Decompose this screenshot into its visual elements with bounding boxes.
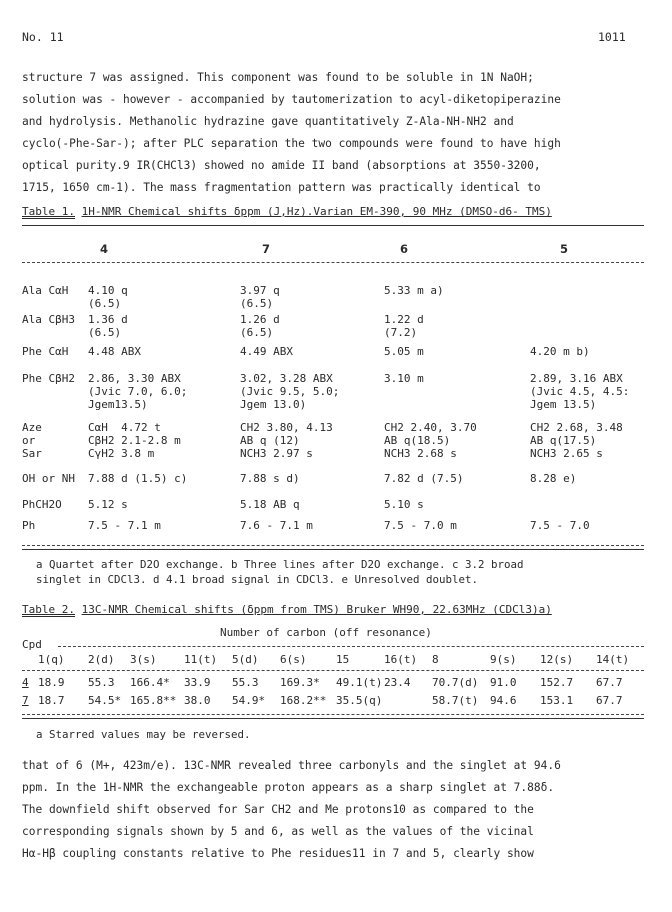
table2-bottom-rule2 [22,718,644,719]
table2-group-rule [58,646,644,647]
table2-col-header: 5(d) [232,653,259,666]
table2-cell: 55.3 [232,676,259,689]
table1-cell: 4.48 ABX [88,345,141,358]
table1-col-header: 7 [262,242,271,256]
table1-cell: 3.02, 3.28 ABX [240,372,333,385]
table1-bottom-rule [22,545,644,546]
table1-cell: (Jvic 7.0, 6.0; [88,385,188,398]
page-number: 1011 [598,30,626,44]
table1-title: 1H-NMR Chemical shifts δppm (J,Hz).Varian EM-390, 90 MHz (DMSO-d6- TMS) [81,205,552,218]
table1-footnote-2: singlet in CDCl3. d 4.1 broad signal in CDCl3. e Unresolved doublet. [36,573,479,586]
table1-row-label: Phe CβH2 [22,372,75,385]
table1-caption [22,205,552,218]
table1-cell: (Jvic 4.5, 4.5: [530,385,630,398]
table1-cell: AB q (12) [240,434,300,447]
table1-cell: (6.5) [88,297,122,310]
table2-cpd: 4 [22,676,29,689]
intro-line: optical purity.9 IR(CHCl3) showed no amide II band (absorptions at 3550-3200, [22,159,541,172]
journal-number: No. 11 [22,30,64,44]
table1-cell: (6.5) [88,326,122,339]
table1-top-rule [22,225,644,226]
intro-line: 1715, 1650 cm-1). The mass fragmentation pattern was practically identical to [22,181,541,194]
table1-cell: 1.36 d [88,313,128,326]
table1-cell: 7.82 d (7.5) [384,472,464,485]
table1-cell: 5.05 m [384,345,424,358]
table1-label: Table 1. [22,205,75,218]
table2-col-header: 9(s) [490,653,517,666]
table1-cell: NCH3 2.65 s [530,447,603,460]
table1-cell: 3.10 m [384,372,424,385]
table1-cell: 5.18 AB q [240,498,300,511]
table1-cell: Jgem 13.5) [530,398,597,411]
table1-cell: CH2 2.40, 3.70 [384,421,477,434]
closing-line: The downfield shift observed for Sar CH2 and Me protons10 as compared to the [22,803,534,816]
table1-cell: 5.33 m a) [384,284,444,297]
table2-label: Table 2. [22,603,75,616]
table2-col-header: 12(s) [540,653,574,666]
closing-line: Hα-Hβ coupling constants relative to Phe residues11 in 7 and 5, clearly show [22,847,534,860]
table1-cell: Jgem13.5) [88,398,148,411]
table2-footnote: a Starred values may be reversed. [36,728,251,741]
table1-cell: CγH2 3.8 m [88,447,155,460]
intro-line: and hydrolysis. Methanolic hydrazine gave quantitatively Z-Ala-NH-NH2 and [22,115,514,128]
table2-cell: 168.2** [280,694,327,707]
table1-cell: 7.6 - 7.1 m [240,519,313,532]
table2-cell: 67.7 [596,694,623,707]
table1-row-label: PhCH2O [22,498,62,511]
table2-cell: 165.8** [130,694,177,707]
table2-cell: 166.4* [130,676,170,689]
table1-cell: CH2 3.80, 4.13 [240,421,333,434]
table2-cell: 23.4 [384,676,411,689]
table2-cell: 35.5(q) [336,694,383,707]
table1-row-label: Ala CβH3 [22,313,75,326]
table2-col-header: 16(t) [384,653,418,666]
table2-cell: 152.7 [540,676,574,689]
table2-cell: 54.5* [88,694,122,707]
table2-cell: 49.1(t) [336,676,383,689]
table1-cell: CH2 2.68, 3.48 [530,421,623,434]
table1-col-header: 5 [560,242,569,256]
closing-paragraph [22,755,652,865]
intro-line: cyclo(-Phe-Sar-); after PLC separation the two compounds were found to have high [22,137,561,150]
table2-cell: 18.7 [38,694,65,707]
table2-col-header: 1(q) [38,653,65,666]
table1-cell: 7.88 s d) [240,472,300,485]
table2-caption [22,603,552,616]
table2-cpd: 7 [22,694,29,707]
table2-col-header: 2(d) [88,653,115,666]
table1-col-header: 4 [100,242,109,256]
table1-cell: 1.26 d [240,313,280,326]
table1-cell: CβH2 2.1-2.8 m [88,434,181,447]
table2-col-header: 14(t) [596,653,630,666]
intro-line: structure 7 was assigned. This component was found to be soluble in 1N NaOH; [22,71,534,84]
table1-cell: 4.49 ABX [240,345,293,358]
table2-cell: 58.7(t) [432,694,479,707]
table2-cell: 55.3 [88,676,115,689]
table1-row-label: Sar [22,447,42,460]
table1-bottom-rule2 [22,549,644,550]
table2-group-header: Number of carbon (off resonance) [220,626,432,639]
table2-col-header: 15 [336,653,350,666]
table1-row-label: Phe CαH [22,345,69,358]
table1-cell: AB q(17.5) [530,434,597,447]
table1-cell: 7.5 - 7.1 m [88,519,161,532]
table1-cell: (6.5) [240,326,274,339]
table1-footnote-1: a Quartet after D2O exchange. b Three lines after D2O exchange. c 3.2 broad [36,558,524,571]
table2-col-header: 8 [432,653,439,666]
table2-col-header: 3(s) [130,653,157,666]
table1-cell: AB q(18.5) [384,434,451,447]
table2-cell: 18.9 [38,676,65,689]
table1-cell: 5.10 s [384,498,424,511]
closing-line: that of 6 (M+, 423m/e). 13C-NMR revealed three carbonyls and the singlet at 94.6 [22,759,561,772]
table2-cell: 67.7 [596,676,623,689]
table2-title: 13C-NMR Chemical shifts (δppm from TMS) Bruker WH90, 22.63MHz (CDCl3)a) [81,603,552,616]
table2-header-rule [22,670,644,671]
table1-cell: 5.12 s [88,498,128,511]
table1-cell: 2.89, 3.16 ABX [530,372,623,385]
table1-row-label: Ala CαH [22,284,69,297]
table2-cpd-label: Cpd [22,638,42,651]
table2-cell: 91.0 [490,676,517,689]
table1-cell: (Jvic 9.5, 5.0; [240,385,340,398]
table1-row-label: Aze [22,421,42,434]
table2-cell: 153.1 [540,694,574,707]
table1-cell: (6.5) [240,297,274,310]
table2-cell: 38.0 [184,694,211,707]
intro-line: solution was - however - accompanied by tautomerization to acyl-diketopiperazine [22,93,561,106]
table1-row-label: Ph [22,519,36,532]
table1-cell: NCH3 2.97 s [240,447,313,460]
table1-cell: Jgem 13.0) [240,398,307,411]
table2-col-header: 11(t) [184,653,218,666]
table1-cell: 4.20 m b) [530,345,590,358]
table1-row-label: OH or NH [22,472,75,485]
table1-cell: CαH 4.72 t [88,421,161,434]
table2-cell: 70.7(d) [432,676,479,689]
closing-line: corresponding signals shown by 5 and 6, as well as the values of the vicinal [22,825,534,838]
table2-cell: 94.6 [490,694,517,707]
table1-row-label: or [22,434,36,447]
table2-col-header: 6(s) [280,653,307,666]
table1-cell: 4.10 q [88,284,128,297]
table1-cell: (7.2) [384,326,418,339]
table1-cell: 7.88 d (1.5) c) [88,472,188,485]
table2-cell: 33.9 [184,676,211,689]
table1-cell: NCH3 2.68 s [384,447,457,460]
table1-cell: 1.22 d [384,313,424,326]
table1-cell: 8.28 e) [530,472,577,485]
table1-cell: 3.97 q [240,284,280,297]
closing-line: ppm. In the 1H-NMR the exchangeable proton appears as a sharp singlet at 7.88δ. [22,781,555,794]
table1-col-header: 6 [400,242,409,256]
intro-paragraph [22,67,652,199]
table2-bottom-rule [22,714,644,715]
table1-cell: 2.86, 3.30 ABX [88,372,181,385]
table1-cell: 7.5 - 7.0 [530,519,590,532]
table1-cell: 7.5 - 7.0 m [384,519,457,532]
table2-cell: 169.3* [280,676,320,689]
table1-header-rule [22,262,644,263]
table2-cell: 54.9* [232,694,266,707]
